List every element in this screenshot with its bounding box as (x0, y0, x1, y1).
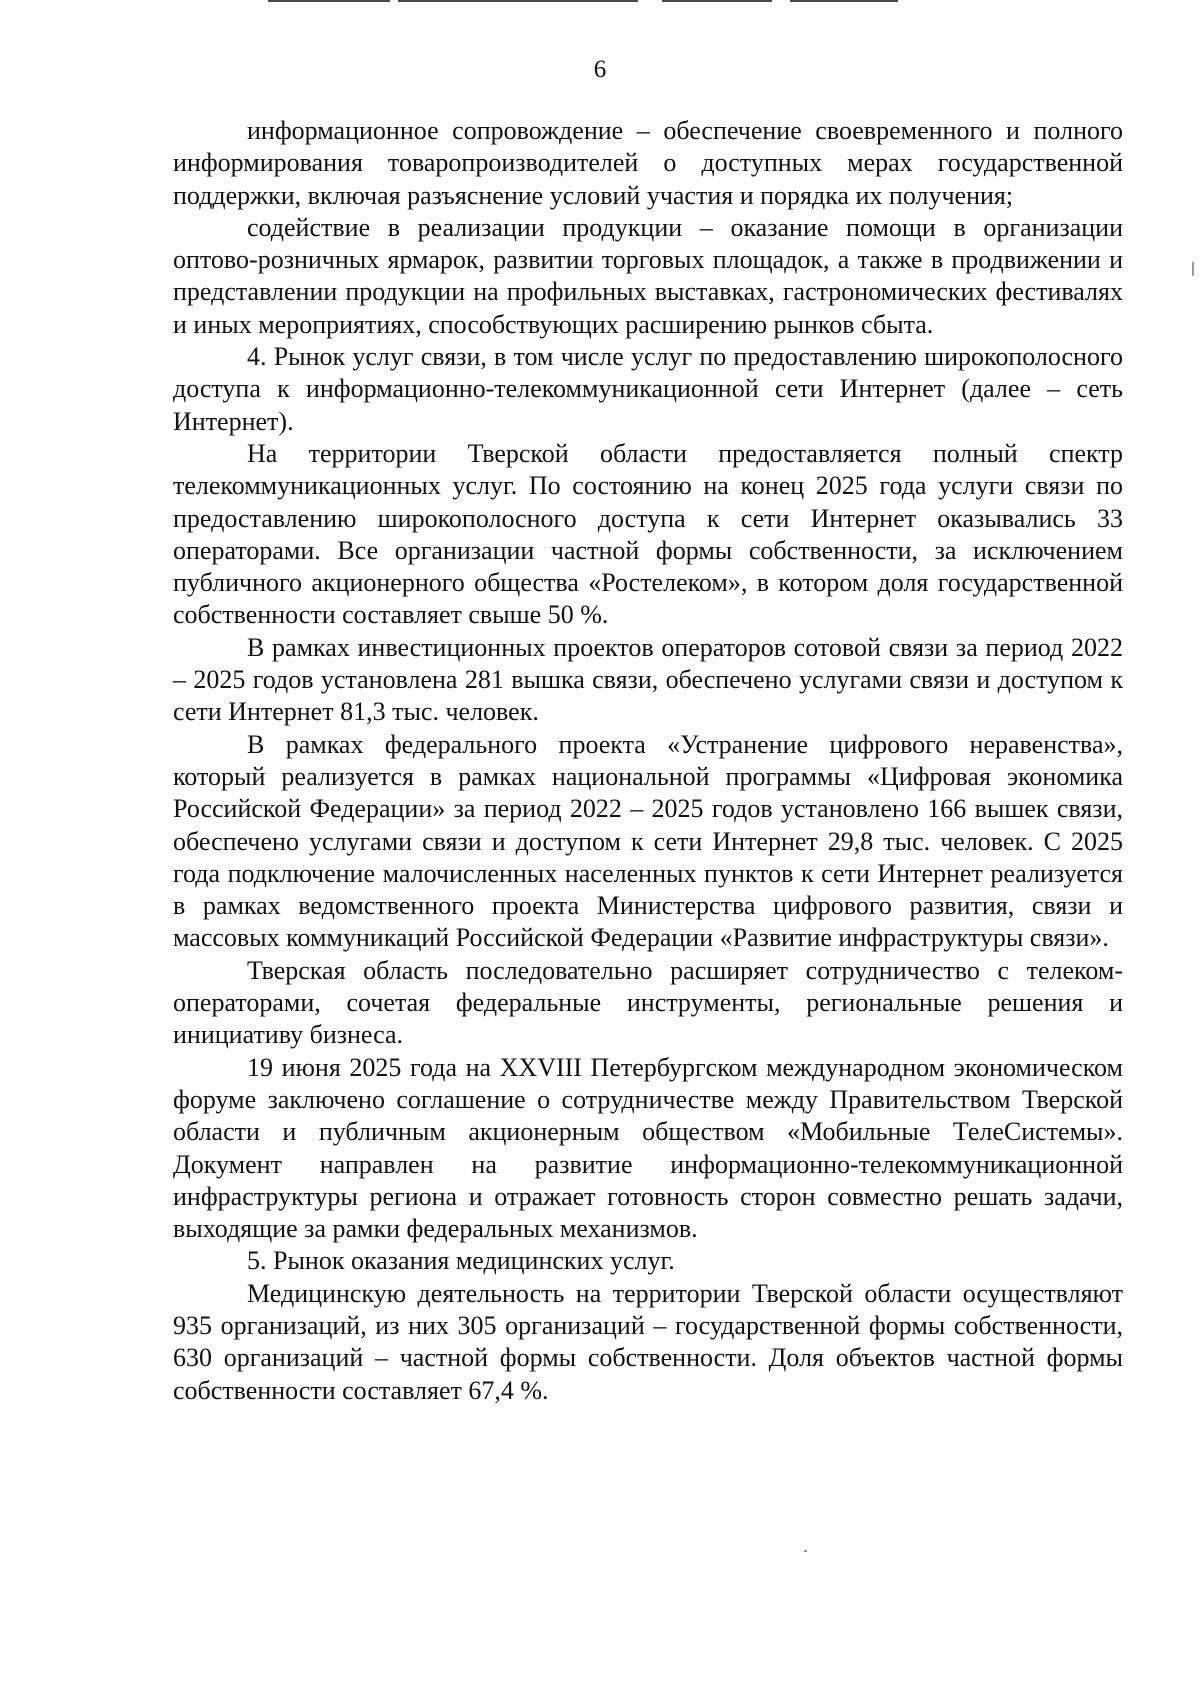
paragraph: Медицинскую деятельность на территории Тверской области осуществляют 935 организаций, из них 305 организаций – государственной формы собственности, 630 организаций – частной формы собственности. Доля объектов частной формы собственности составляет 67,4 %. (173, 1278, 1123, 1405)
scan-edge-mark (662, 0, 772, 2)
document-body (173, 115, 1123, 1407)
paragraph: информационное сопровождение – обеспечение своевременного и полного информирования товаропроизводителей о доступных мерах государственной поддержки, включая разъяснение условий участия и порядка их получения; (173, 116, 1123, 210)
scan-artifact (1192, 262, 1194, 276)
scan-edge-mark (398, 0, 638, 2)
section-heading: 5. Рынок оказания медицинских услуг. (247, 1246, 675, 1276)
paragraph: Тверская область последовательно расширяет сотрудничество с телеком-операторами, сочетая федеральные инструменты, региональные решения и инициативу бизнеса. (173, 955, 1123, 1050)
paragraph: На территории Тверской области предоставляется полный спектр телекоммуникационных услуг. По состоянию на конец 2025 года услуги связи по предоставлению широкополосного доступа к сети Интернет оказывались 33 операторами. Все организации частной формы собственности, за исключением публичного акционерного общества «Ростелеком», в котором доля государственной собственности составляет свыше 50 %. (173, 438, 1123, 630)
scan-edge-mark (268, 0, 390, 2)
page-number: 6 (593, 56, 607, 83)
paragraph: В рамках федерального проекта «Устранение цифрового неравенства», который реализуется в рамках национальной программы «Цифровая экономика Российской Федерации» за период 2022 – 2025 годов установлено 166 вышек связи, обеспечено услугами связи и доступом к сети Интернет 29,8 тыс. человек. С 2025 года подключение малочисленных населенных пунктов к сети Интернет реализуется в рамках ведомственного проекта Министерства цифрового развития, связи и массовых коммуникаций Российской Федерации «Развитие инфраструктуры связи». (173, 729, 1123, 953)
scan-artifact (804, 1550, 807, 1552)
paragraph: 19 июня 2025 года на XXVIII Петербургском международном экономическом форуме заключено соглашение о сотрудничестве между Правительством Тверской области и публичным акционерным обществом «Мобильные ТелеСистемы». Документ направлен на развитие информационно-телекоммуникационной инфраструктуры региона и отражает готовность сторон совместно решать задачи, выходящие за рамки федеральных механизмов. (173, 1052, 1123, 1244)
paragraph: содействие в реализации продукции – оказание помощи в организации оптово-розничных ярмарок, развитии торговых площадок, а также в продвижении и представлении продукции на профильных выставках, гастрономических фестивалях и иных мероприятиях, способствующих расширению рынков сбыта. (173, 212, 1123, 339)
paragraph: В рамках инвестиционных проектов операторов сотовой связи за период 2022 – 2025 годов установлена 281 вышка связи, обеспечено услугами связи и доступом к сети Интернет 81,3 тыс. человек. (173, 632, 1123, 727)
scan-edge-mark (790, 0, 898, 2)
section-heading: 4. Рынок услуг связи, в том числе услуг по предоставлению широкополосного доступа к информационно-телекоммуникационной сети Интернет (далее – сеть Интернет). (173, 342, 1123, 436)
